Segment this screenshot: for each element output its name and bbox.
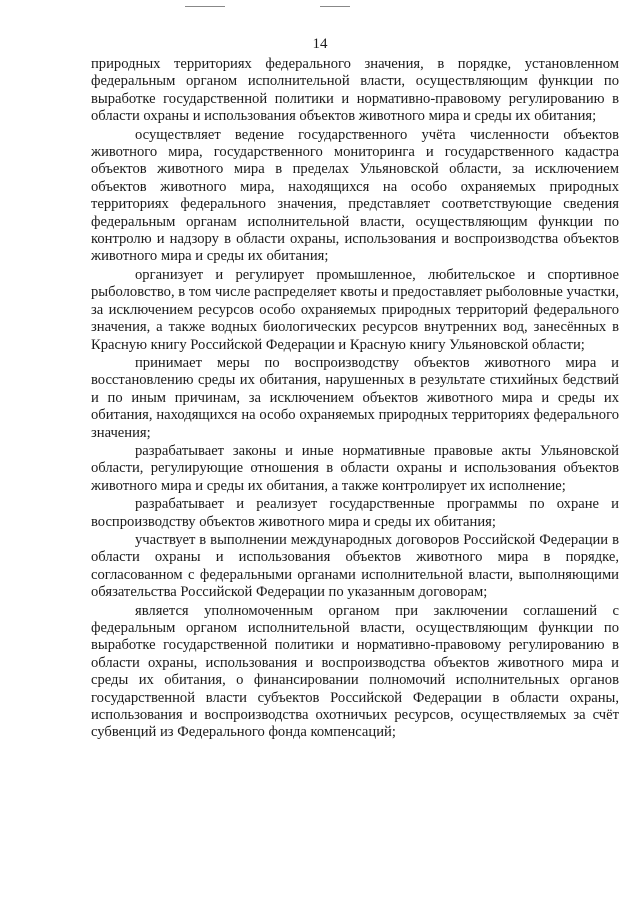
paragraph: осуществляет ведение государственного учёта численности объектов животного мира, государственного мониторинга и государственного кадастра объектов животного мира в пределах Ульяновской области, за исключением объектов животного мира, находящихся на особо охраняемых природных территориях федерального значения, представляет соответствующие сведения федеральным органам исполнительной власти, осуществляющим функции по контролю и надзору в области охраны, использования и воспроизводства объектов животного мира и среды их обитания; [91,126,619,265]
scan-artifact [320,6,350,7]
paragraph: природных территориях федерального значения, в порядке, установленном федеральным органом исполнительной власти, осуществляющим функции по выработке государственной политики и нормативно-правовому регулированию в области охраны и использования объектов животного мира и среды их обитания; [91,56,619,125]
paragraph: участвует в выполнении международных договоров Российской Федерации в области охраны и использования объектов животного мира в порядке, согласованном с федеральными органами исполнительной власти, выполняющими обязательства Российской Федерации по указанным договорам; [91,531,619,601]
paragraph: организует и регулирует промышленное, любительское и спортивное рыболовство, в том числе распределяет квоты и предоставляет рыболовные участки, за исключением ресурсов особо охраняемых природных территорий федерального значения, а также водных биологических ресурсов внутренних вод, занесённых в Красную книгу Российской Федерации и Красную книгу Ульяновской области; [91,266,619,353]
paragraph: принимает меры по воспроизводству объектов животного мира и восстановлению среды их обитания, нарушенных в результате стихийных бедствий и по иным причинам, за исключением объектов животного мира и среды их обитания, находящихся на особо охраняемых природных территориях федерального значения; [91,354,619,441]
document-body [91,56,619,743]
paragraph: разрабатывает и реализует государственные программы по охране и воспроизводству объектов животного мира и среды их обитания; [91,496,619,530]
page-number: 14 [312,36,328,52]
paragraph: разрабатывает законы и иные нормативные правовые акты Ульяновской области, регулирующие отношения в области охраны и использования объектов животного мира и среды их обитания, а также контролирует их исполнение; [91,442,619,494]
paragraph: является уполномоченным органом при заключении соглашений с федеральным органом исполнительной власти, осуществляющим функции по выработке государственной политики и нормативно-правовому регулированию в области охраны, использования и воспроизводства объектов животного мира и среды их обитания, о финансировании полномочий исполнительных органов государственной власти субъектов Российской Федерации в области охраны, использования и воспроизводства охотничьих ресурсов, осуществляемых за счёт субвенций из Федерального фонда компенсаций; [91,602,619,741]
scan-artifact [185,6,225,7]
